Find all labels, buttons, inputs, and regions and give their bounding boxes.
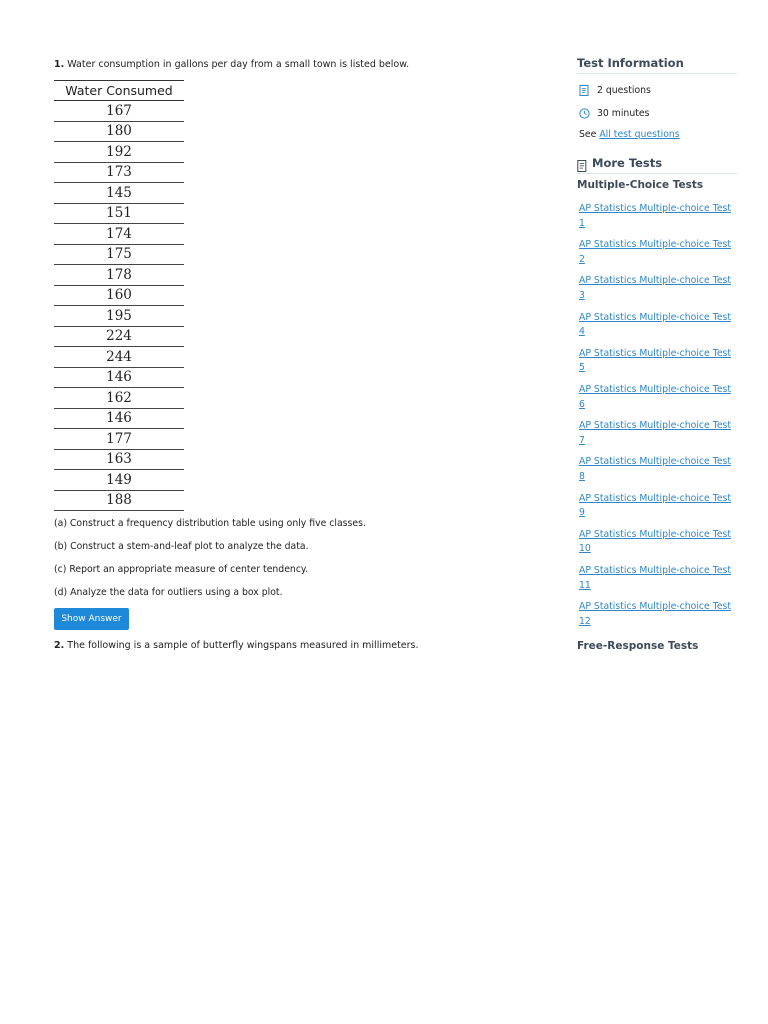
mc-test-number: 4	[579, 326, 585, 338]
water-value-cell: 167	[54, 101, 184, 122]
table-header: Water Consumed	[54, 81, 184, 101]
table-row	[54, 367, 184, 388]
questions-count-row	[579, 85, 651, 96]
mc-test-number: 5	[579, 362, 585, 374]
multiple-choice-heading: Multiple-Choice Tests	[577, 179, 704, 191]
mc-test-label: AP Statistics Multiple-choice Test	[579, 492, 732, 504]
document-icon	[577, 157, 587, 169]
mc-test-link[interactable]	[579, 311, 734, 340]
table-row	[54, 244, 184, 265]
mc-test-label: AP Statistics Multiple-choice Test	[579, 456, 732, 468]
divider	[577, 173, 737, 174]
mc-test-label: AP Statistics Multiple-choice Test	[579, 239, 732, 251]
table-row	[54, 449, 184, 470]
water-value-cell: 175	[54, 244, 184, 265]
mc-test-link[interactable]	[579, 274, 734, 303]
water-consumed-table	[54, 80, 184, 511]
table-row	[54, 203, 184, 224]
mc-test-label: AP Statistics Multiple-choice Test	[579, 565, 732, 576]
table-row	[54, 429, 184, 450]
more-tests-heading: More Tests	[592, 156, 663, 170]
mc-test-label: AP Statistics Multiple-choice Test	[579, 203, 732, 214]
test-information-heading: Test Information	[577, 56, 684, 70]
water-value-cell: 146	[54, 408, 184, 429]
document-icon	[579, 85, 589, 96]
table-row	[54, 101, 184, 122]
question-number: 2.	[54, 640, 65, 651]
see-label: See	[579, 129, 597, 140]
table-row	[54, 183, 184, 204]
mc-test-label: AP Statistics Multiple-choice Test	[579, 528, 732, 540]
mc-test-label: AP Statistics Multiple-choice Test	[579, 311, 732, 323]
table-row	[54, 326, 184, 347]
part-d: (d) Analyze the data for outliers using a box plot.	[54, 587, 283, 598]
water-value-cell: 163	[54, 449, 184, 470]
mc-test-link[interactable]	[579, 347, 734, 376]
mc-test-link[interactable]	[579, 202, 734, 231]
mc-test-label: AP Statistics Multiple-choice Test	[579, 601, 732, 613]
water-value-cell: 151	[54, 203, 184, 224]
mc-test-link[interactable]	[579, 600, 734, 629]
question-text: Water consumption in gallons per day from a small town is listed below.	[67, 59, 410, 70]
water-value-cell: 174	[54, 224, 184, 245]
mc-test-number: 7	[579, 434, 585, 446]
mc-test-number: 6	[579, 398, 585, 410]
duration: 30 minutes	[597, 108, 650, 119]
part-c: (c) Report an appropriate measure of center tendency.	[54, 564, 309, 575]
mc-test-label: AP Statistics Multiple-choice Test	[579, 275, 732, 287]
mc-test-label: AP Statistics Multiple-choice Test	[579, 347, 732, 359]
table-row	[54, 388, 184, 409]
mc-test-link[interactable]	[579, 419, 734, 448]
table-row	[54, 490, 184, 511]
water-value-cell: 178	[54, 265, 184, 286]
water-value-cell: 188	[54, 490, 184, 511]
clock-icon	[579, 108, 589, 119]
table-row	[54, 224, 184, 245]
mc-test-number: 11	[579, 579, 591, 591]
table-row	[54, 162, 184, 183]
show-answer-button[interactable]: Show Answer	[54, 608, 129, 630]
mc-test-link[interactable]	[579, 238, 734, 267]
question-text: The following is a sample of butterfly wingspans measured in millimeters.	[67, 640, 419, 651]
water-value-cell: 162	[54, 388, 184, 409]
table-row	[54, 265, 184, 286]
water-value-cell: 195	[54, 306, 184, 327]
table-row	[54, 306, 184, 327]
see-all-row	[579, 129, 680, 140]
water-value-cell: 173	[54, 162, 184, 183]
question-2-prompt	[54, 639, 419, 653]
mc-test-label: AP Statistics Multiple-choice Test	[579, 420, 732, 432]
mc-test-number: 9	[579, 507, 585, 519]
mc-test-link[interactable]	[579, 564, 734, 593]
mc-test-number: 1	[579, 217, 585, 229]
mc-test-number: 12	[579, 615, 591, 627]
table-row	[54, 470, 184, 491]
table-row	[54, 121, 184, 142]
table-row	[54, 347, 184, 368]
table-body	[54, 101, 184, 511]
part-b: (b) Construct a stem-and-leaf plot to analyze the data.	[54, 541, 309, 552]
mc-test-number: 3	[579, 289, 585, 301]
water-value-cell: 177	[54, 429, 184, 450]
question-1-prompt	[54, 58, 524, 72]
duration-row	[579, 108, 649, 119]
all-test-questions-link[interactable]: All test questions	[599, 129, 680, 140]
divider	[577, 73, 737, 74]
question-number: 1.	[54, 59, 65, 70]
free-response-heading: Free-Response Tests	[577, 640, 699, 652]
questions-count: 2 questions	[597, 85, 651, 96]
more-tests-heading-row	[577, 156, 662, 170]
mc-test-number: 8	[579, 470, 585, 482]
water-value-cell: 145	[54, 183, 184, 204]
part-a: (a) Construct a frequency distribution table using only five classes.	[54, 518, 366, 529]
water-value-cell: 149	[54, 470, 184, 491]
mc-test-link[interactable]	[579, 383, 734, 412]
water-value-cell: 146	[54, 367, 184, 388]
water-value-cell: 160	[54, 285, 184, 306]
water-value-cell: 244	[54, 347, 184, 368]
mc-test-number: 2	[579, 253, 585, 265]
table-row	[54, 408, 184, 429]
water-value-cell: 224	[54, 326, 184, 347]
water-value-cell: 180	[54, 121, 184, 142]
table-row	[54, 285, 184, 306]
water-value-cell: 192	[54, 142, 184, 163]
mc-test-link[interactable]	[579, 492, 734, 521]
table-row	[54, 142, 184, 163]
mc-test-number: 10	[579, 543, 591, 555]
main-content	[54, 58, 524, 651]
mc-test-link[interactable]	[579, 528, 734, 557]
mc-test-label: AP Statistics Multiple-choice Test	[579, 384, 732, 395]
mc-test-link[interactable]	[579, 455, 734, 484]
